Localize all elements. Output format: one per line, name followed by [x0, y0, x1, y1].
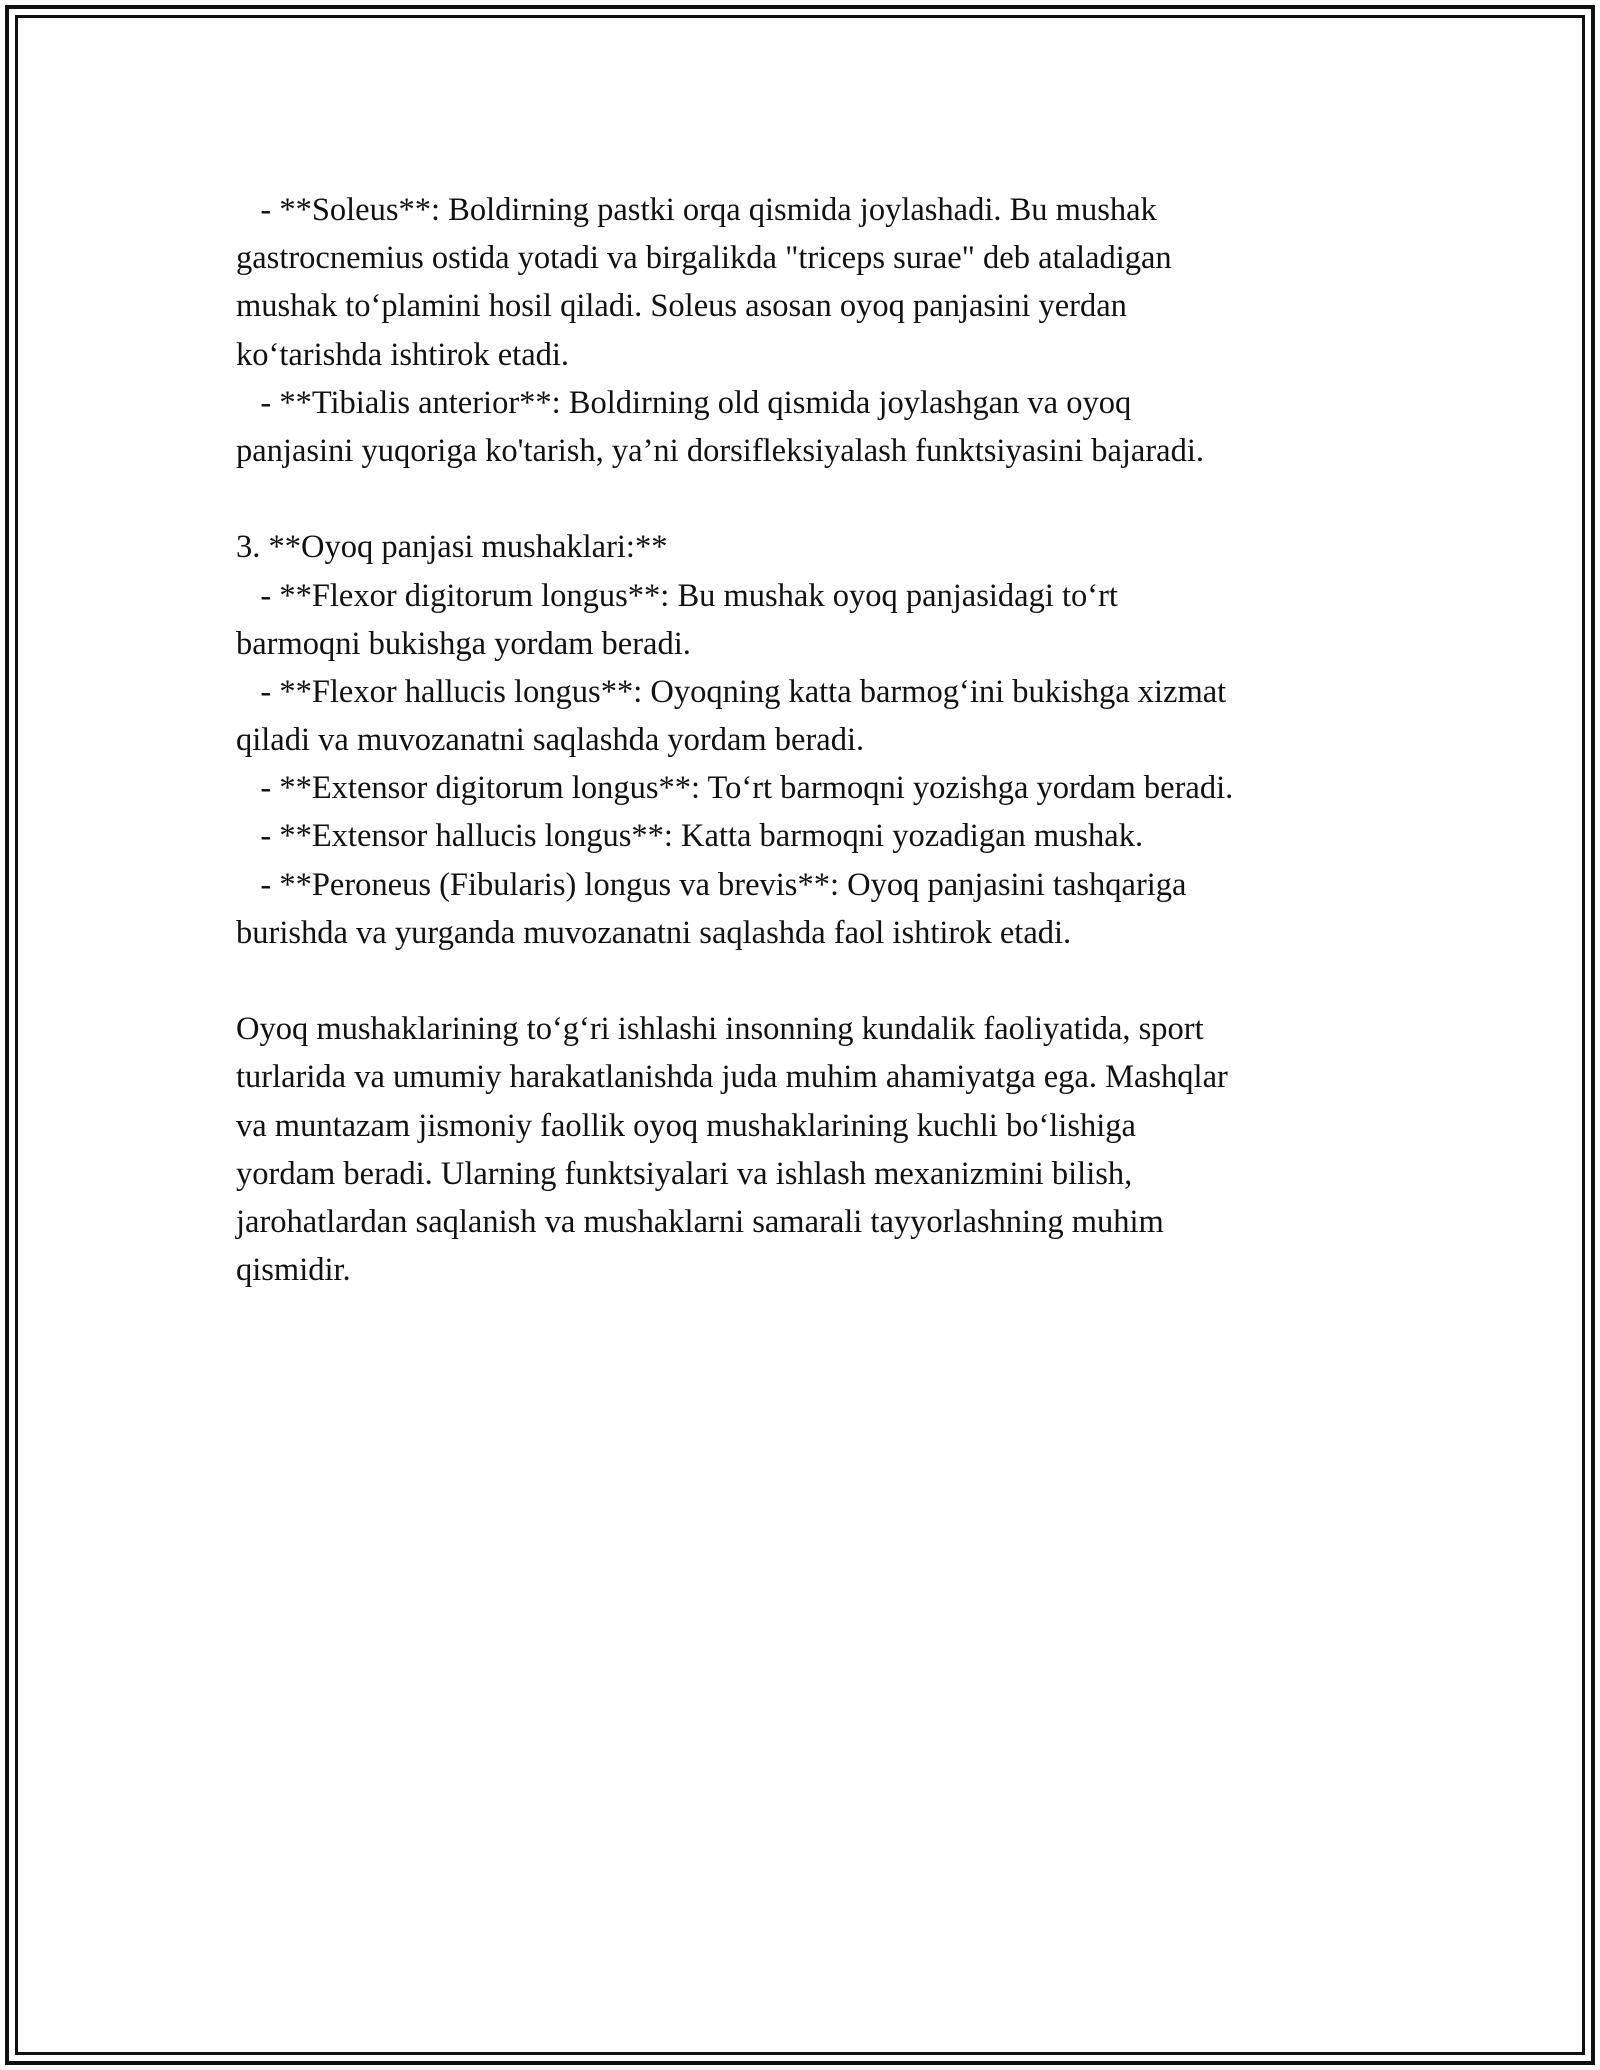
text-line: mushak to‘plamini hosil qiladi. Soleus asosan oyoq panjasini yerdan — [236, 288, 1127, 325]
text-line: - **Extensor digitorum longus**: To‘rt barmoqni yozishga yordam beradi. — [236, 770, 1234, 807]
text-line: gastrocnemius ostida yotadi va birgalikda "triceps surae" deb ataladigan — [236, 240, 1172, 277]
text-line: qiladi va muvozanatni saqlashda yordam beradi. — [236, 722, 865, 759]
text-line: - **Flexor digitorum longus**: Bu mushak oyoq panjasidagi to‘rt — [236, 577, 1118, 614]
text-line: ko‘tarishda ishtirok etadi. — [236, 336, 570, 373]
section-heading: 3. **Oyoq panjasi mushaklari:** — [236, 529, 668, 566]
text-line: qismidir. — [236, 1252, 351, 1289]
text-line: va muntazam jismoniy faollik oyoq mushaklarining kuchli bo‘lishiga — [236, 1107, 1136, 1144]
text-line: - **Flexor hallucis longus**: Oyoqning katta barmog‘ini bukishga xizmat — [236, 673, 1227, 710]
text-line: - **Peroneus (Fibularis) longus va brevis**: Oyoq panjasini tashqariga — [236, 866, 1187, 903]
text-line: - **Soleus**: Boldirning pastki orqa qismida joylashadi. Bu mushak — [236, 192, 1157, 228]
text-line: - **Tibialis anterior**: Boldirning old qismida joylashgan va oyoq — [236, 384, 1132, 421]
paragraph-spacer — [236, 475, 1386, 523]
paragraph-conclusion — [236, 1005, 1386, 1294]
text-line: Oyoq mushaklarining to‘g‘ri ishlashi insonning kundalik faoliyatida, sport — [236, 1011, 1204, 1048]
text-line: panjasini yuqoriga ko'tarish, ya’ni dorsifleksiyalash funktsiyasini bajaradi. — [236, 432, 1205, 469]
text-line: - **Extensor hallucis longus**: Katta barmoqni yozadigan mushak. — [236, 818, 1144, 855]
document-body — [236, 186, 1386, 1294]
text-line: yordam beradi. Ularning funktsiyalari va ishlash mexanizmini bilish, — [236, 1155, 1133, 1192]
text-line: burishda va yurganda muvozanatni saqlashda faol ishtirok etadi. — [236, 914, 1072, 951]
text-line: barmoqni bukishga yordam beradi. — [236, 625, 691, 662]
paragraph-foot-muscles — [236, 523, 1386, 957]
paragraph-leg-muscles — [236, 186, 1386, 475]
text-line: jarohatlardan saqlanish va mushaklarni samarali tayyorlashning muhim — [236, 1203, 1164, 1240]
text-line: turlarida va umumiy harakatlanishda juda muhim ahamiyatga ega. Mashqlar — [236, 1059, 1228, 1096]
paragraph-spacer — [236, 957, 1386, 1005]
